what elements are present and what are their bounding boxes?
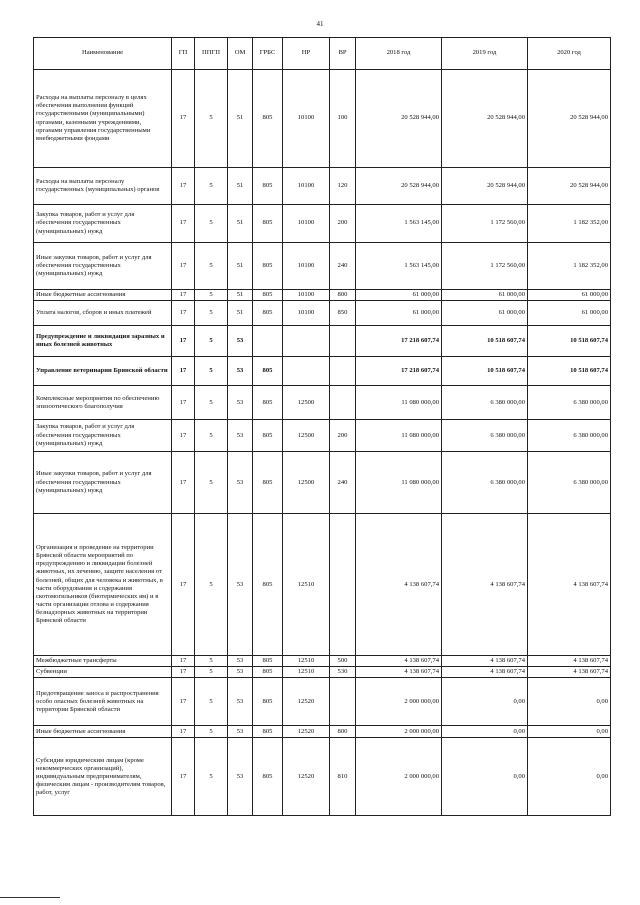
budget-table — [33, 37, 611, 816]
amount-2018-cell: 20 528 944,00 — [356, 70, 442, 168]
vr-cell — [330, 678, 356, 726]
table-row — [34, 357, 611, 386]
grbs-cell: 805 — [253, 452, 283, 514]
vr-cell: 240 — [330, 452, 356, 514]
amount-2020-cell: 4 138 607,74 — [528, 656, 611, 667]
grbs-cell: 805 — [253, 667, 283, 678]
vr-cell: 800 — [330, 290, 356, 301]
amount-2018-cell: 11 080 000,00 — [356, 420, 442, 452]
amount-2019-cell: 6 380 000,00 — [442, 386, 528, 420]
gp-cell: 17 — [172, 386, 195, 420]
nr-cell — [283, 326, 330, 357]
nr-cell: 12510 — [283, 514, 330, 656]
table-body — [34, 70, 611, 816]
row-name-cell: Уплата налогов, сборов и иных платежей — [34, 301, 172, 326]
table-row — [34, 301, 611, 326]
ppgp-cell: 5 — [195, 514, 228, 656]
table-row — [34, 452, 611, 514]
nr-cell: 12520 — [283, 738, 330, 816]
vr-cell: 200 — [330, 205, 356, 243]
vr-cell — [330, 386, 356, 420]
om-cell: 53 — [228, 357, 253, 386]
grbs-cell: 805 — [253, 168, 283, 205]
amount-2018-cell: 1 563 145,00 — [356, 243, 442, 290]
ppgp-cell: 5 — [195, 656, 228, 667]
table-row — [34, 667, 611, 678]
amount-2018-cell: 11 080 000,00 — [356, 386, 442, 420]
row-name-cell: Предотвращение заноса и распространения особо опасных болезней животных на территории Брянской области — [34, 678, 172, 726]
table-row — [34, 326, 611, 357]
amount-2020-cell: 20 528 944,00 — [528, 168, 611, 205]
ppgp-cell: 5 — [195, 301, 228, 326]
amount-2019-cell: 4 138 607,74 — [442, 514, 528, 656]
table-row — [34, 70, 611, 168]
amount-2019-cell: 0,00 — [442, 678, 528, 726]
ppgp-cell: 5 — [195, 357, 228, 386]
amount-2018-cell: 11 080 000,00 — [356, 452, 442, 514]
om-cell: 51 — [228, 70, 253, 168]
ppgp-cell: 5 — [195, 386, 228, 420]
amount-2019-cell: 1 172 560,00 — [442, 205, 528, 243]
table-row — [34, 420, 611, 452]
vr-cell — [330, 514, 356, 656]
column-header-name: Наименование — [34, 38, 172, 70]
amount-2019-cell: 4 138 607,74 — [442, 667, 528, 678]
amount-2020-cell: 6 380 000,00 — [528, 452, 611, 514]
table-row — [34, 168, 611, 205]
gp-cell: 17 — [172, 420, 195, 452]
nr-cell: 10100 — [283, 301, 330, 326]
amount-2018-cell: 2 000 000,00 — [356, 726, 442, 738]
grbs-cell: 805 — [253, 420, 283, 452]
ppgp-cell: 5 — [195, 70, 228, 168]
amount-2019-cell: 20 528 944,00 — [442, 70, 528, 168]
table-row — [34, 738, 611, 816]
nr-cell: 12510 — [283, 667, 330, 678]
amount-2018-cell: 2 000 000,00 — [356, 738, 442, 816]
grbs-cell: 805 — [253, 290, 283, 301]
table-row — [34, 243, 611, 290]
table-row — [34, 678, 611, 726]
om-cell: 51 — [228, 168, 253, 205]
vr-cell: 850 — [330, 301, 356, 326]
column-header-grbs: ГРБС — [253, 38, 283, 70]
gp-cell: 17 — [172, 678, 195, 726]
om-cell: 53 — [228, 738, 253, 816]
nr-cell: 12520 — [283, 678, 330, 726]
nr-cell: 12500 — [283, 452, 330, 514]
amount-2019-cell: 6 380 000,00 — [442, 452, 528, 514]
grbs-cell: 805 — [253, 243, 283, 290]
row-name-cell: Субсидии юридическим лицам (кроме некоммерческих организаций), индивидуальным предпринимателям, физическим лицам - производителям товаров, работ, услуг — [34, 738, 172, 816]
gp-cell: 17 — [172, 168, 195, 205]
amount-2018-cell: 61 000,00 — [356, 290, 442, 301]
amount-2020-cell: 0,00 — [528, 678, 611, 726]
nr-cell: 10100 — [283, 205, 330, 243]
column-header-om: ОМ — [228, 38, 253, 70]
grbs-cell: 805 — [253, 386, 283, 420]
row-name-cell: Закупка товаров, работ и услуг для обеспечения государственных (муниципальных) нужд — [34, 205, 172, 243]
nr-cell: 10100 — [283, 243, 330, 290]
vr-cell: 530 — [330, 667, 356, 678]
ppgp-cell: 5 — [195, 290, 228, 301]
vr-cell — [330, 326, 356, 357]
amount-2019-cell: 10 518 607,74 — [442, 357, 528, 386]
om-cell: 51 — [228, 243, 253, 290]
ppgp-cell: 5 — [195, 420, 228, 452]
row-name-cell: Закупка товаров, работ и услуг для обеспечения государственных (муниципальных) нужд — [34, 420, 172, 452]
grbs-cell — [253, 326, 283, 357]
amount-2018-cell: 4 138 607,74 — [356, 667, 442, 678]
om-cell: 53 — [228, 656, 253, 667]
gp-cell: 17 — [172, 452, 195, 514]
table-row — [34, 656, 611, 667]
gp-cell: 17 — [172, 656, 195, 667]
footer-divider — [0, 897, 60, 898]
ppgp-cell: 5 — [195, 243, 228, 290]
ppgp-cell: 5 — [195, 678, 228, 726]
table-row — [34, 514, 611, 656]
amount-2019-cell: 6 380 000,00 — [442, 420, 528, 452]
column-header-gp: ГП — [172, 38, 195, 70]
amount-2019-cell: 0,00 — [442, 738, 528, 816]
row-name-cell: Предупреждение и ликвидация заразных и иных болезней животных — [34, 326, 172, 357]
column-header-vr: ВР — [330, 38, 356, 70]
row-name-cell: Комплексные мероприятия по обеспечению эпизоотического благополучия — [34, 386, 172, 420]
gp-cell: 17 — [172, 205, 195, 243]
amount-2018-cell: 2 000 000,00 — [356, 678, 442, 726]
ppgp-cell: 5 — [195, 452, 228, 514]
gp-cell: 17 — [172, 290, 195, 301]
table-row — [34, 726, 611, 738]
grbs-cell: 805 — [253, 726, 283, 738]
ppgp-cell: 5 — [195, 205, 228, 243]
gp-cell: 17 — [172, 357, 195, 386]
om-cell: 51 — [228, 205, 253, 243]
amount-2020-cell: 61 000,00 — [528, 301, 611, 326]
gp-cell: 17 — [172, 514, 195, 656]
amount-2018-cell: 1 563 145,00 — [356, 205, 442, 243]
amount-2020-cell: 6 380 000,00 — [528, 420, 611, 452]
ppgp-cell: 5 — [195, 168, 228, 205]
row-name-cell: Межбюджетные трансферты — [34, 656, 172, 667]
grbs-cell: 805 — [253, 205, 283, 243]
gp-cell: 17 — [172, 301, 195, 326]
amount-2020-cell: 61 000,00 — [528, 290, 611, 301]
column-header-nr: НР — [283, 38, 330, 70]
ppgp-cell: 5 — [195, 326, 228, 357]
gp-cell: 17 — [172, 70, 195, 168]
grbs-cell: 805 — [253, 70, 283, 168]
vr-cell — [330, 357, 356, 386]
nr-cell: 12520 — [283, 726, 330, 738]
row-name-cell: Иные закупки товаров, работ и услуг для обеспечения государственных (муниципальных) нужд — [34, 243, 172, 290]
gp-cell: 17 — [172, 738, 195, 816]
om-cell: 53 — [228, 452, 253, 514]
amount-2018-cell: 61 000,00 — [356, 301, 442, 326]
om-cell: 53 — [228, 726, 253, 738]
table-row — [34, 290, 611, 301]
amount-2019-cell: 61 000,00 — [442, 301, 528, 326]
table-row — [34, 205, 611, 243]
table-header-row — [34, 38, 611, 70]
row-name-cell: Расходы на выплаты персоналу государственных (муниципальных) органов — [34, 168, 172, 205]
nr-cell: 10100 — [283, 70, 330, 168]
amount-2020-cell: 6 380 000,00 — [528, 386, 611, 420]
grbs-cell: 805 — [253, 678, 283, 726]
vr-cell: 800 — [330, 726, 356, 738]
grbs-cell: 805 — [253, 357, 283, 386]
nr-cell: 10100 — [283, 168, 330, 205]
nr-cell — [283, 357, 330, 386]
vr-cell: 810 — [330, 738, 356, 816]
vr-cell: 120 — [330, 168, 356, 205]
om-cell: 53 — [228, 326, 253, 357]
grbs-cell: 805 — [253, 738, 283, 816]
vr-cell: 100 — [330, 70, 356, 168]
vr-cell: 500 — [330, 656, 356, 667]
gp-cell: 17 — [172, 667, 195, 678]
amount-2020-cell: 4 138 607,74 — [528, 514, 611, 656]
amount-2019-cell: 0,00 — [442, 726, 528, 738]
amount-2018-cell: 4 138 607,74 — [356, 656, 442, 667]
om-cell: 53 — [228, 386, 253, 420]
amount-2019-cell: 1 172 560,00 — [442, 243, 528, 290]
amount-2019-cell: 4 138 607,74 — [442, 656, 528, 667]
amount-2020-cell: 20 528 944,00 — [528, 70, 611, 168]
page-number: 41 — [316, 20, 324, 28]
gp-cell: 17 — [172, 243, 195, 290]
row-name-cell: Субвенции — [34, 667, 172, 678]
ppgp-cell: 5 — [195, 667, 228, 678]
nr-cell: 12500 — [283, 420, 330, 452]
amount-2019-cell: 20 528 944,00 — [442, 168, 528, 205]
gp-cell: 17 — [172, 326, 195, 357]
om-cell: 53 — [228, 514, 253, 656]
amount-2020-cell: 1 182 352,00 — [528, 205, 611, 243]
vr-cell: 200 — [330, 420, 356, 452]
om-cell: 53 — [228, 667, 253, 678]
grbs-cell: 805 — [253, 514, 283, 656]
amount-2018-cell: 4 138 607,74 — [356, 514, 442, 656]
amount-2019-cell: 61 000,00 — [442, 290, 528, 301]
nr-cell: 10100 — [283, 290, 330, 301]
ppgp-cell: 5 — [195, 738, 228, 816]
row-name-cell: Организация и проведение на территории Брянской области мероприятий по предупреждению и ликвидации болезней животных, их лечению, защите населения от болезней, общих для человека и животных, в части оборудования и содержания скотомогильников (биотермических ям) и в части организации отлова и содержания безнадзорных животных на территории Брянской области — [34, 514, 172, 656]
amount-2020-cell: 10 518 607,74 — [528, 326, 611, 357]
amount-2018-cell: 17 218 607,74 — [356, 326, 442, 357]
om-cell: 51 — [228, 301, 253, 326]
amount-2018-cell: 17 218 607,74 — [356, 357, 442, 386]
column-header-2018: 2018 год — [356, 38, 442, 70]
gp-cell: 17 — [172, 726, 195, 738]
table-row — [34, 386, 611, 420]
amount-2020-cell: 1 182 352,00 — [528, 243, 611, 290]
grbs-cell: 805 — [253, 301, 283, 326]
row-name-cell: Управление ветеринарии Брянской области — [34, 357, 172, 386]
ppgp-cell: 5 — [195, 726, 228, 738]
column-header-ppgp: ППГП — [195, 38, 228, 70]
vr-cell: 240 — [330, 243, 356, 290]
om-cell: 51 — [228, 290, 253, 301]
amount-2018-cell: 20 528 944,00 — [356, 168, 442, 205]
grbs-cell: 805 — [253, 656, 283, 667]
row-name-cell: Иные закупки товаров, работ и услуг для обеспечения государственных (муниципальных) нужд — [34, 452, 172, 514]
amount-2020-cell: 10 518 607,74 — [528, 357, 611, 386]
amount-2020-cell: 4 138 607,74 — [528, 667, 611, 678]
column-header-2020: 2020 год — [528, 38, 611, 70]
row-name-cell: Иные бюджетные ассигнования — [34, 290, 172, 301]
amount-2019-cell: 10 518 607,74 — [442, 326, 528, 357]
om-cell: 53 — [228, 420, 253, 452]
amount-2020-cell: 0,00 — [528, 726, 611, 738]
column-header-2019: 2019 год — [442, 38, 528, 70]
om-cell: 53 — [228, 678, 253, 726]
row-name-cell: Иные бюджетные ассигнования — [34, 726, 172, 738]
nr-cell: 12500 — [283, 386, 330, 420]
nr-cell: 12510 — [283, 656, 330, 667]
amount-2020-cell: 0,00 — [528, 738, 611, 816]
row-name-cell: Расходы на выплаты персоналу в целях обеспечения выполнения функций государственными (муниципальными) органами, казенными учреждениями, органами управления государственными внебюджетными фондами — [34, 70, 172, 168]
